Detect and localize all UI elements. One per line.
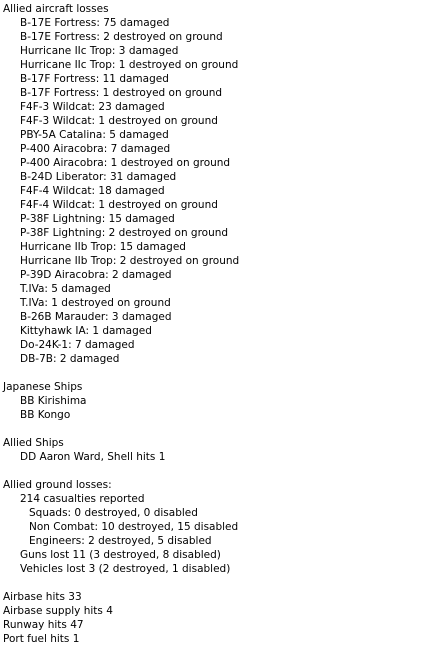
aircraft-loss-item: F4F-3 Wildcat: 1 destroyed on ground: [20, 115, 218, 127]
aircraft-loss-item: DB-7B: 2 damaged: [20, 353, 120, 365]
allied-aircraft-losses-header: Allied aircraft losses: [3, 3, 109, 15]
allied-ground-losses-header: Allied ground losses:: [3, 479, 112, 491]
allied-ships-header: Allied Ships: [3, 437, 64, 449]
aircraft-loss-item: B-17E Fortress: 75 damaged: [20, 17, 170, 29]
aircraft-loss-item: P-38F Lightning: 15 damaged: [20, 213, 175, 225]
aircraft-loss-item: B-24D Liberator: 31 damaged: [20, 171, 177, 183]
squads-losses: Squads: 0 destroyed, 0 disabled: [29, 507, 198, 519]
aircraft-loss-item: B-17F Fortress: 11 damaged: [20, 73, 169, 85]
japanese-ships-header: Japanese Ships: [3, 381, 83, 393]
airbase-supply-hits: Airbase supply hits 4: [3, 605, 113, 617]
aircraft-loss-item: B-26B Marauder: 3 damaged: [20, 311, 172, 323]
engineers-losses: Engineers: 2 destroyed, 5 disabled: [29, 535, 212, 547]
aircraft-loss-item: F4F-3 Wildcat: 23 damaged: [20, 101, 165, 113]
aircraft-loss-item: Hurricane IIb Trop: 15 damaged: [20, 241, 186, 253]
aircraft-loss-item: Hurricane IIb Trop: 2 destroyed on ground: [20, 255, 240, 267]
aircraft-loss-item: Do-24K-1: 7 damaged: [20, 339, 135, 351]
japanese-ship-item: BB Kongo: [20, 409, 71, 421]
aircraft-loss-item: T.IVa: 1 destroyed on ground: [20, 297, 171, 309]
aircraft-loss-item: Hurricane IIc Trop: 1 destroyed on ground: [20, 59, 239, 71]
aircraft-loss-item: F4F-4 Wildcat: 1 destroyed on ground: [20, 199, 218, 211]
port-fuel-hits: Port fuel hits 1: [3, 633, 80, 645]
aircraft-loss-item: P-400 Airacobra: 1 destroyed on ground: [20, 157, 231, 169]
airbase-hits: Airbase hits 33: [3, 591, 82, 603]
casualties-reported: 214 casualties reported: [20, 493, 145, 505]
japanese-ship-item: BB Kirishima: [20, 395, 87, 407]
vehicles-lost: Vehicles lost 3 (2 destroyed, 1 disabled): [20, 563, 231, 575]
aircraft-loss-item: P-400 Airacobra: 7 damaged: [20, 143, 171, 155]
aircraft-loss-item: P-39D Airacobra: 2 damaged: [20, 269, 172, 281]
aircraft-loss-item: T.IVa: 5 damaged: [20, 283, 111, 295]
aircraft-loss-item: F4F-4 Wildcat: 18 damaged: [20, 185, 165, 197]
section-spacer: [3, 366, 439, 380]
section-spacer: [3, 422, 439, 436]
allied-ship-item: DD Aaron Ward, Shell hits 1: [20, 451, 166, 463]
aircraft-loss-item: PBY-5A Catalina: 5 damaged: [20, 129, 169, 141]
combat-report: [3, 2, 439, 646]
aircraft-loss-item: P-38F Lightning: 2 destroyed on ground: [20, 227, 229, 239]
runway-hits: Runway hits 47: [3, 619, 84, 631]
aircraft-loss-item: Hurricane IIc Trop: 3 damaged: [20, 45, 179, 57]
non-combat-losses: Non Combat: 10 destroyed, 15 disabled: [29, 521, 239, 533]
aircraft-loss-item: B-17E Fortress: 2 destroyed on ground: [20, 31, 223, 43]
section-spacer: [3, 576, 439, 590]
section-spacer: [3, 464, 439, 478]
aircraft-loss-item: Kittyhawk IA: 1 damaged: [20, 325, 152, 337]
aircraft-loss-item: B-17F Fortress: 1 destroyed on ground: [20, 87, 223, 99]
guns-lost: Guns lost 11 (3 destroyed, 8 disabled): [20, 549, 221, 561]
